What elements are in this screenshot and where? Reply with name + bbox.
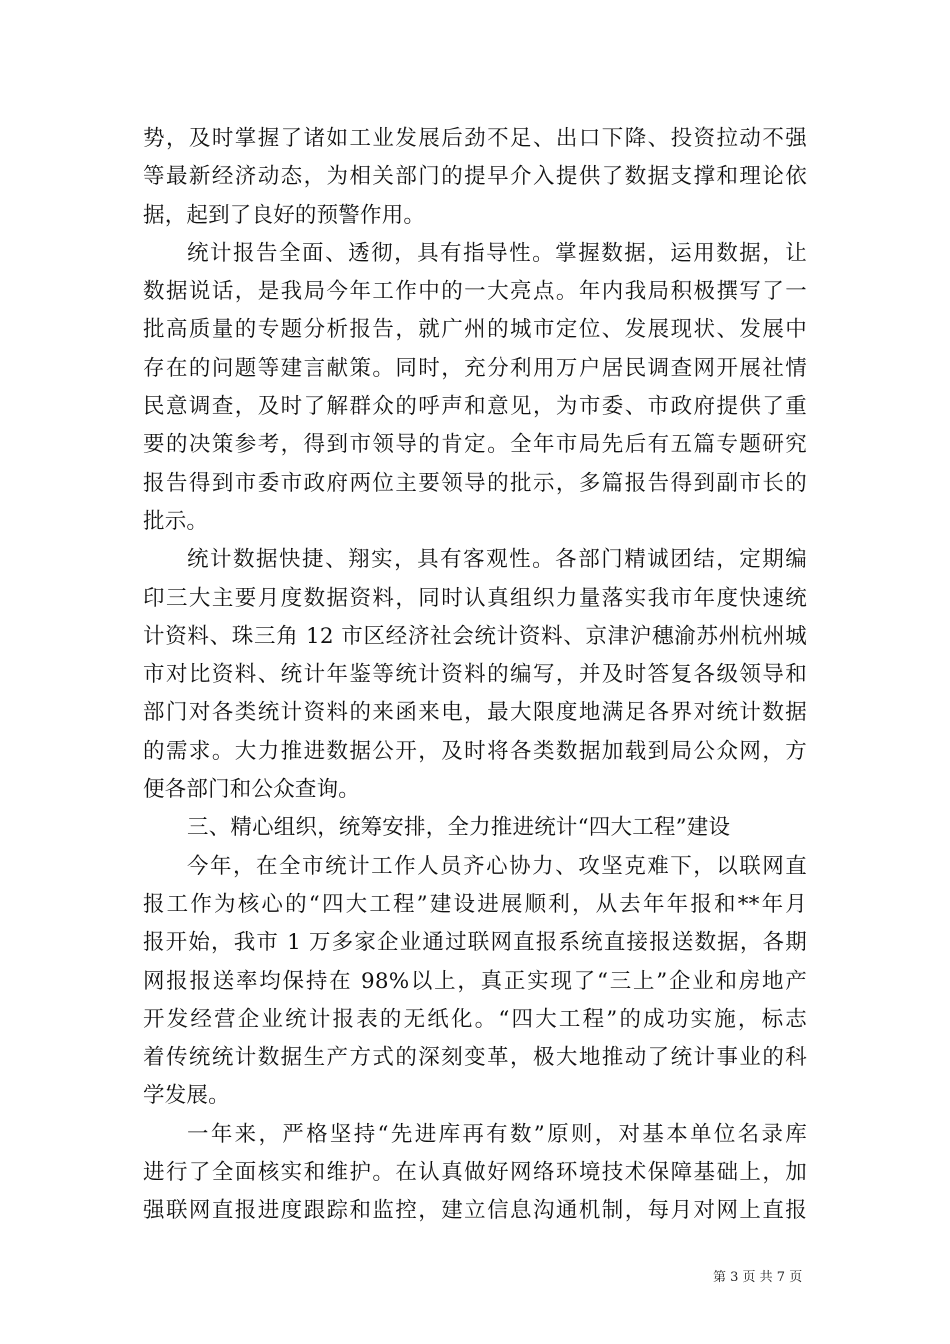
body-line: 强联网直报进度跟踪和监控，建立信息沟通机制，每月对网上直报 bbox=[143, 1198, 807, 1224]
body-line: 存在的问题等建言献策。同时，充分利用万户居民调查网开展社情 bbox=[143, 355, 807, 381]
page-number: 第 3 页 共 7 页 bbox=[713, 1270, 803, 1285]
body-line: 报开始，我市 1 万多家企业通过联网直报系统直接报送数据，各期 bbox=[143, 930, 807, 956]
body-line: 着传统统计数据生产方式的深刻变革，极大地推动了统计事业的科 bbox=[143, 1045, 807, 1071]
paragraph-first-line: 统计报告全面、透彻，具有指导性。掌握数据，运用数据，让 bbox=[187, 240, 807, 266]
paragraph-first-line: 一年来，严格坚持“先进库再有数”原则，对基本单位名录库 bbox=[187, 1121, 807, 1147]
body-line: 网报报送率均保持在 98%以上，真正实现了“三上”企业和房地产 bbox=[143, 968, 807, 994]
body-line: 市对比资料、统计年鉴等统计资料的编写，并及时答复各级领导和 bbox=[143, 662, 807, 688]
body-line: 报工作为核心的“四大工程”建设进展顺利，从去年年报和**年月 bbox=[143, 891, 807, 917]
body-line: 进行了全面核实和维护。在认真做好网络环境技术保障基础上，加 bbox=[143, 1160, 807, 1186]
paragraph-first-line: 今年，在全市统计工作人员齐心协力、攻坚克难下，以联网直 bbox=[187, 853, 807, 879]
body-line: 势，及时掌握了诸如工业发展后劲不足、出口下降、投资拉动不强 bbox=[143, 126, 807, 151]
body-line: 民意调查，及时了解群众的呼声和意见，为市委、市政府提供了重 bbox=[143, 394, 807, 420]
body-line: 批高质量的专题分析报告，就广州的城市定位、发展现状、发展中 bbox=[143, 317, 807, 343]
body-line: 计资料、珠三角 12 市区经济社会统计资料、京津沪穗渝苏州杭州城 bbox=[143, 623, 807, 649]
body-line: 批示。 bbox=[143, 508, 209, 534]
body-line: 印三大主要月度数据资料，同时认真组织力量落实我市年度快速统 bbox=[143, 585, 807, 611]
section-heading: 三、精心组织，统筹安排，全力推进统计“四大工程”建设 bbox=[187, 815, 731, 841]
body-line: 便各部门和公众查询。 bbox=[143, 777, 361, 803]
body-line: 报告得到市委市政府两位主要领导的批示，多篇报告得到副市长的 bbox=[143, 470, 807, 496]
paragraph-first-line: 统计数据快捷、翔实，具有客观性。各部门精诚团结，定期编 bbox=[187, 547, 807, 573]
body-line: 开发经营企业统计报表的无纸化。“四大工程”的成功实施，标志 bbox=[143, 1006, 807, 1032]
body-line: 的需求。大力推进数据公开，及时将各类数据加载到局公众网，方 bbox=[143, 738, 807, 764]
body-line: 学发展。 bbox=[143, 1083, 230, 1109]
body-line: 部门对各类统计资料的来函来电，最大限度地满足各界对统计数据 bbox=[143, 700, 807, 726]
body-line: 要的决策参考，得到市领导的肯定。全年市局先后有五篇专题研究 bbox=[143, 432, 807, 458]
body-line: 据，起到了良好的预警作用。 bbox=[143, 202, 426, 228]
body-line: 数据说话，是我局今年工作中的一大亮点。年内我局积极撰写了一 bbox=[143, 279, 807, 305]
document-body bbox=[143, 120, 807, 1231]
body-line: 等最新经济动态，为相关部门的提早介入提供了数据支撑和理论依 bbox=[143, 164, 807, 190]
